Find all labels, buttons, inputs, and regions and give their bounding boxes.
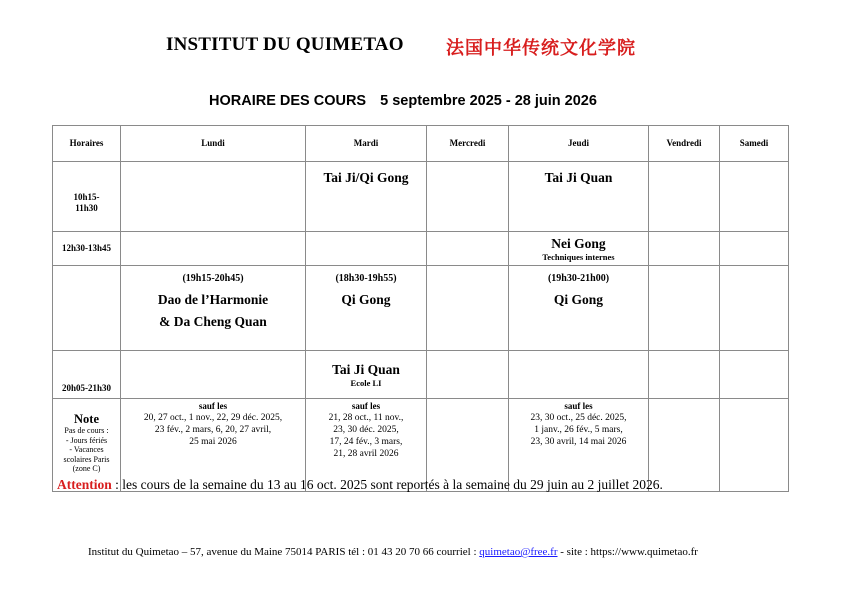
excluded-date-line: 23, 30 avril, 14 mai 2026 — [530, 437, 627, 447]
cell-vendredi — [649, 232, 720, 266]
cell-jeudi — [509, 351, 649, 399]
col-horaires: Horaires — [53, 126, 121, 162]
table-row — [53, 266, 789, 351]
note-line: - Jours fériés — [65, 435, 108, 445]
col-samedi: Samedi — [720, 126, 789, 162]
cell-jeudi — [509, 162, 649, 232]
schedule-table — [52, 125, 789, 492]
excluded-date-line: 21, 28 avril 2026 — [333, 449, 399, 459]
col-vendredi: Vendredi — [649, 126, 720, 162]
schedule-subtitle — [209, 93, 597, 109]
excluded-date-line: 23, 30 déc. 2025, — [333, 425, 399, 435]
time-cell: 12h30-13h45 — [53, 232, 121, 266]
course-name: Qi Gong — [553, 292, 604, 307]
cell-jeudi — [509, 232, 649, 266]
cell-mercredi — [427, 232, 509, 266]
note-title: Note — [74, 412, 99, 426]
course-name: Dao de l’Harmonie — [157, 292, 269, 307]
institute-title: INSTITUT DU QUIMETAO — [166, 34, 404, 55]
sauf-label: sauf les — [198, 401, 228, 411]
cell-mercredi — [427, 162, 509, 232]
subtitle-dates: 5 septembre 2025 - 28 juin 2026 — [380, 93, 597, 109]
excluded-date-line: 20, 27 oct., 1 nov., 22, 29 déc. 2025, — [143, 413, 283, 423]
cell-samedi — [720, 232, 789, 266]
cell-mercredi — [427, 351, 509, 399]
course-hours: (18h30-19h55) — [335, 273, 397, 284]
cell-mardi — [306, 266, 427, 351]
email-link[interactable]: quimetao@free.fr — [479, 546, 558, 558]
course-hours: (19h30-21h00) — [547, 273, 610, 284]
cell-lundi — [121, 266, 306, 351]
time-cell — [53, 162, 121, 232]
cell-samedi — [720, 162, 789, 232]
attention-text: : les cours de la semaine du 13 au 16 oct. 2025 sont reportés à la semaine du 29 juin au 2 juillet 2026. — [111, 477, 663, 492]
table-row — [53, 162, 789, 232]
time-cell — [53, 266, 121, 351]
subtitle-label: HORAIRE DES COURS — [209, 93, 367, 109]
excluded-date-line: 25 mai 2026 — [189, 437, 237, 447]
footer-address: Institut du Quimetao – 57, avenue du Maine 75014 PARIS tél : 01 43 20 70 66 courriel : — [88, 546, 480, 558]
sauf-label: sauf les — [351, 401, 381, 411]
col-mardi: Mardi — [306, 126, 427, 162]
attention-notice — [57, 477, 663, 493]
cell-mardi — [306, 351, 427, 399]
col-mercredi: Mercredi — [427, 126, 509, 162]
cell-vendredi — [649, 266, 720, 351]
note-line: Pas de cours : — [64, 426, 109, 435]
course-name: Tai Ji Quan — [332, 362, 400, 377]
cell-mardi — [306, 162, 427, 232]
cell-mercredi — [427, 266, 509, 351]
cell-jeudi — [509, 266, 649, 351]
cell-samedi — [720, 266, 789, 351]
cell-lundi — [121, 162, 306, 232]
time-end: 11h30 — [75, 202, 98, 213]
col-jeudi: Jeudi — [509, 126, 649, 162]
cell-lundi — [121, 232, 306, 266]
institute-title-chinese: 法国中华传统文化学院 — [446, 38, 636, 59]
course-subtitle: Ecole LI — [350, 378, 382, 388]
cell-vendredi — [649, 351, 720, 399]
footer — [88, 546, 698, 558]
footer-site: - site : https://www.quimetao.fr — [557, 546, 698, 558]
cell-mardi — [306, 232, 427, 266]
course-name: Qi Gong — [341, 292, 391, 307]
excluded-date-line: 23, 30 oct., 25 déc. 2025, — [530, 413, 627, 423]
course-hours: (19h15-20h45) — [182, 273, 244, 284]
course-name: Tai Ji/Qi Gong — [323, 170, 409, 185]
excluded-date-line: 21, 28 oct., 11 nov., — [328, 413, 404, 423]
cell-vendredi — [649, 162, 720, 232]
note-line: - Vacances — [69, 445, 104, 454]
attention-label: Attention — [57, 477, 112, 492]
cell-lundi — [121, 351, 306, 399]
col-lundi: Lundi — [121, 126, 306, 162]
time-cell: 20h05-21h30 — [53, 351, 121, 399]
table-row — [53, 232, 789, 266]
note-line: scolaires Paris — [63, 454, 110, 464]
cell-samedi — [720, 399, 789, 492]
course-name: Nei Gong — [551, 236, 606, 251]
cell-samedi — [720, 351, 789, 399]
sauf-label: sauf les — [564, 401, 593, 411]
note-line: (zone C) — [72, 464, 101, 473]
header-row — [53, 126, 789, 162]
course-name: & Da Cheng Quan — [159, 314, 267, 329]
document-header — [0, 34, 841, 60]
time-start: 10h15- — [73, 191, 100, 202]
course-name: Tai Ji Quan — [544, 170, 613, 185]
course-subtitle: Techniques internes — [542, 252, 615, 262]
excluded-date-line: 1 janv., 26 fév., 5 mars, — [534, 425, 623, 435]
excluded-date-line: 23 fév., 2 mars, 6, 20, 27 avril, — [154, 425, 272, 435]
table-row — [53, 351, 789, 399]
excluded-date-line: 17, 24 fév., 3 mars, — [329, 437, 403, 447]
